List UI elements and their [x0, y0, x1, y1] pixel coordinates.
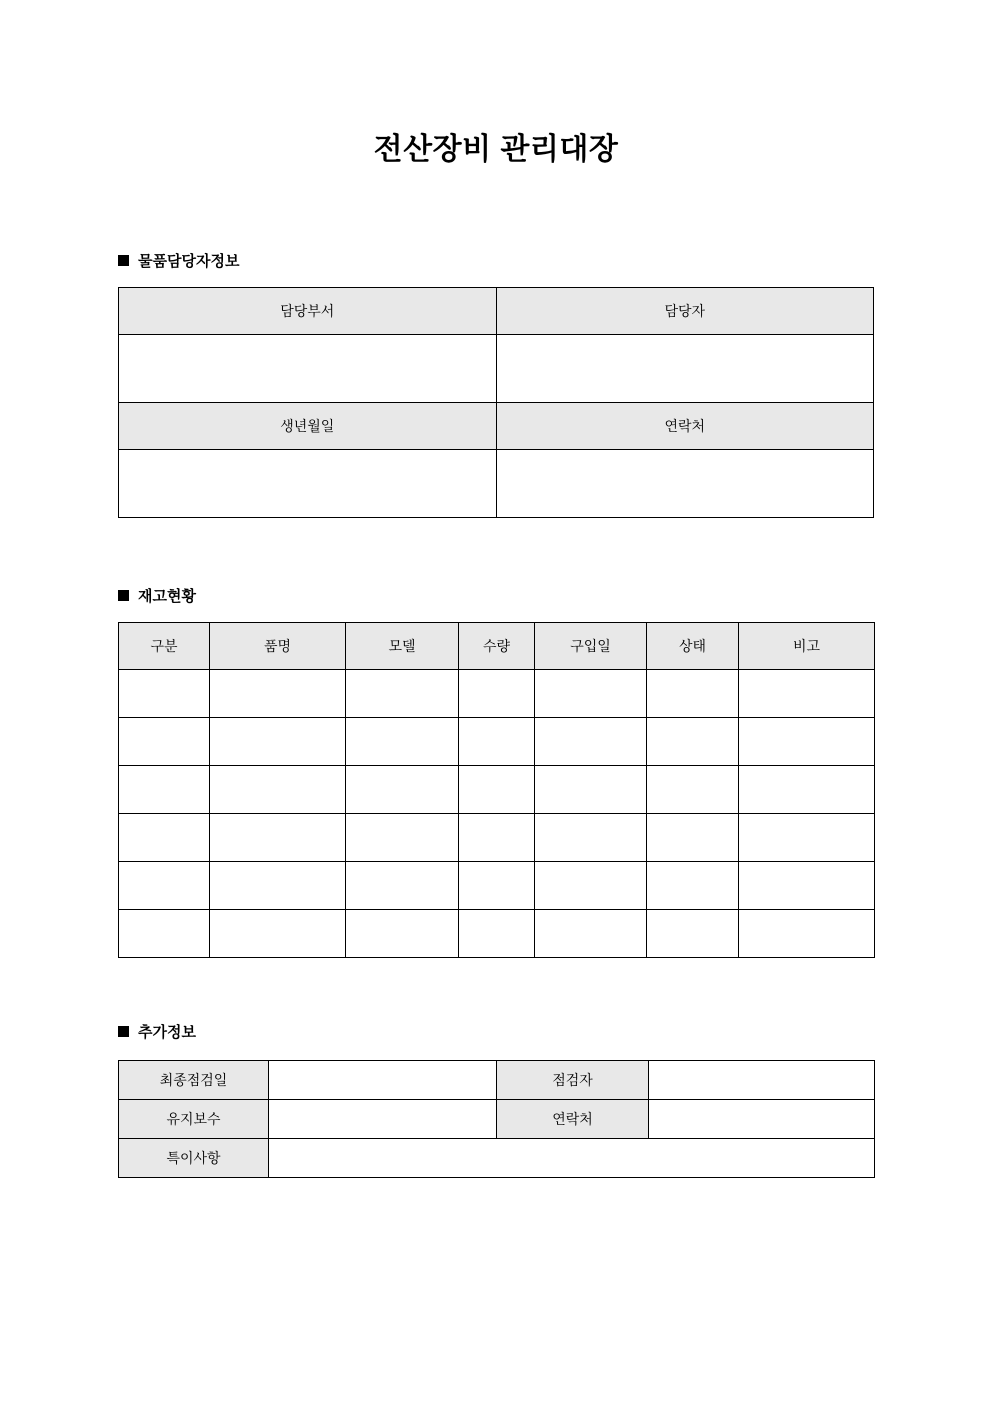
cell-purchase-date[interactable] [535, 766, 647, 814]
cell-model[interactable] [346, 670, 459, 718]
column-header-quantity: 수량 [459, 623, 535, 670]
column-header-category: 구분 [119, 623, 210, 670]
value-cell-contact[interactable] [496, 450, 874, 518]
table-row [119, 1061, 875, 1100]
cell-model[interactable] [346, 862, 459, 910]
value-cell-maintenance[interactable] [269, 1100, 497, 1139]
label-cell-special-notes: 특이사항 [119, 1139, 269, 1178]
value-cell-birthdate[interactable] [119, 450, 497, 518]
value-cell-manager[interactable] [496, 335, 874, 403]
cell-model[interactable] [346, 718, 459, 766]
label-cell-maintenance: 유지보수 [119, 1100, 269, 1139]
cell-remarks[interactable] [739, 766, 875, 814]
column-header-model: 모델 [346, 623, 459, 670]
cell-category[interactable] [119, 862, 210, 910]
cell-quantity[interactable] [459, 910, 535, 958]
label-cell-birthdate: 생년월일 [119, 403, 497, 450]
section-header-inventory-status [118, 585, 196, 606]
table-row [119, 335, 874, 403]
column-header-status: 상태 [647, 623, 739, 670]
table-row [119, 670, 875, 718]
table-row [119, 766, 875, 814]
cell-category[interactable] [119, 814, 210, 862]
cell-category[interactable] [119, 910, 210, 958]
inventory-table [118, 622, 875, 958]
cell-category[interactable] [119, 766, 210, 814]
cell-model[interactable] [346, 814, 459, 862]
cell-status[interactable] [647, 670, 739, 718]
cell-item-name[interactable] [210, 814, 346, 862]
label-cell-contact: 연락처 [497, 1100, 649, 1139]
cell-item-name[interactable] [210, 766, 346, 814]
section-header-additional-info [118, 1021, 196, 1042]
cell-remarks[interactable] [739, 862, 875, 910]
cell-remarks[interactable] [739, 910, 875, 958]
cell-model[interactable] [346, 910, 459, 958]
cell-quantity[interactable] [459, 766, 535, 814]
label-cell-manager: 담당자 [496, 288, 874, 335]
table-row [119, 910, 875, 958]
cell-purchase-date[interactable] [535, 862, 647, 910]
value-cell-last-inspection-date[interactable] [269, 1061, 497, 1100]
cell-quantity[interactable] [459, 814, 535, 862]
table-row [119, 718, 875, 766]
value-cell-contact[interactable] [649, 1100, 875, 1139]
black-square-bullet-icon [118, 255, 129, 266]
manager-info-table [118, 287, 874, 518]
table-row [119, 288, 874, 335]
cell-status[interactable] [647, 718, 739, 766]
cell-remarks[interactable] [739, 718, 875, 766]
table-row [119, 450, 874, 518]
cell-item-name[interactable] [210, 670, 346, 718]
cell-quantity[interactable] [459, 670, 535, 718]
cell-purchase-date[interactable] [535, 910, 647, 958]
table-header-row [119, 623, 875, 670]
section-header-manager-info [118, 250, 239, 271]
cell-status[interactable] [647, 766, 739, 814]
table-row [119, 1139, 875, 1178]
cell-category[interactable] [119, 670, 210, 718]
table-row [119, 1100, 875, 1139]
table-row [119, 403, 874, 450]
cell-remarks[interactable] [739, 670, 875, 718]
cell-status[interactable] [647, 862, 739, 910]
cell-quantity[interactable] [459, 862, 535, 910]
cell-purchase-date[interactable] [535, 718, 647, 766]
section-title-inventory-status: 재고현황 [138, 588, 196, 605]
column-header-item-name: 품명 [210, 623, 346, 670]
black-square-bullet-icon [118, 1026, 129, 1037]
cell-item-name[interactable] [210, 910, 346, 958]
cell-item-name[interactable] [210, 862, 346, 910]
cell-category[interactable] [119, 718, 210, 766]
column-header-purchase-date: 구입일 [535, 623, 647, 670]
label-cell-contact: 연락처 [496, 403, 874, 450]
label-cell-department: 담당부서 [119, 288, 497, 335]
additional-info-table [118, 1060, 875, 1178]
black-square-bullet-icon [118, 590, 129, 601]
value-cell-inspector[interactable] [649, 1061, 875, 1100]
table-row [119, 862, 875, 910]
label-cell-inspector: 점검자 [497, 1061, 649, 1100]
column-header-remarks: 비고 [739, 623, 875, 670]
cell-model[interactable] [346, 766, 459, 814]
section-title-manager-info: 물품담당자정보 [138, 253, 240, 270]
cell-status[interactable] [647, 910, 739, 958]
value-cell-department[interactable] [119, 335, 497, 403]
cell-purchase-date[interactable] [535, 814, 647, 862]
cell-purchase-date[interactable] [535, 670, 647, 718]
value-cell-special-notes[interactable] [269, 1139, 875, 1178]
label-cell-last-inspection-date: 최종점검일 [119, 1061, 269, 1100]
cell-remarks[interactable] [739, 814, 875, 862]
section-title-additional-info: 추가정보 [138, 1024, 196, 1041]
cell-item-name[interactable] [210, 718, 346, 766]
table-row [119, 814, 875, 862]
cell-quantity[interactable] [459, 718, 535, 766]
cell-status[interactable] [647, 814, 739, 862]
page-title: 전산장비 관리대장 [373, 133, 619, 166]
